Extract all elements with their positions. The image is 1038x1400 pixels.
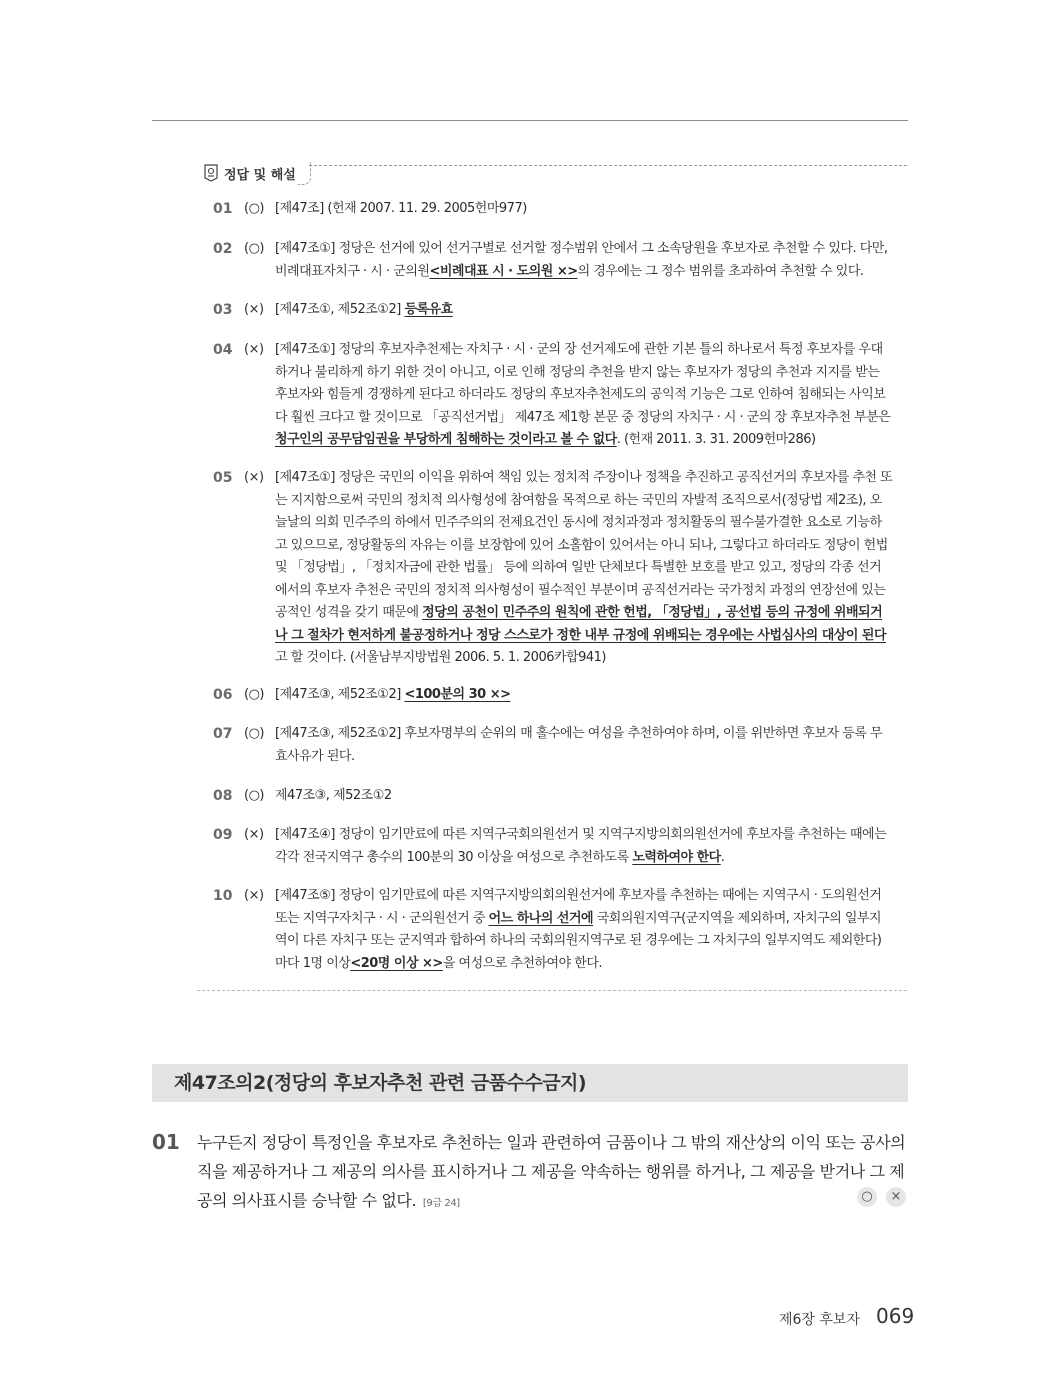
answer-item	[213, 198, 893, 221]
item-mark: (×)	[244, 470, 264, 485]
document-check-icon	[203, 164, 219, 182]
footer-chapter: 제6장 후보자	[779, 1312, 860, 1328]
answer-explanation-box	[197, 158, 907, 991]
exam-tag: [9급 24]	[422, 1198, 460, 1209]
item-mark: (○)	[244, 201, 264, 216]
item-number: 08	[213, 788, 233, 804]
answer-o-button[interactable]: ○	[857, 1187, 877, 1207]
item-text: 제47조③, 제52조①2	[275, 788, 392, 803]
item-mark: (×)	[244, 827, 264, 842]
question-number: 01	[152, 1130, 180, 1154]
item-number: 09	[213, 827, 233, 843]
item-mark: (×)	[244, 888, 264, 903]
item-text: [제47조] (헌재 2007. 11. 29. 2005헌마977)	[275, 201, 527, 216]
answer-header	[203, 160, 311, 186]
item-mark: (○)	[244, 726, 264, 741]
item-text: [제47조①] 정당은 선거에 있어 선거구별로 선거할 정수범위 안에서 그 소속당원을 후보자로 추천할 수 있다. 다만, 비례대표자치구 · 시 · 군의원<비례대표 시 · 도의원 ×>의 경우에는 그 정수 범위를 초과하여 추천할 수 있다.	[275, 241, 888, 279]
item-mark: (×)	[244, 302, 264, 317]
item-number: 02	[213, 241, 233, 257]
item-text: [제47조④] 정당이 임기만료에 따른 지역구국회의원선거 및 지역구지방의회의원선거에 후보자를 추천하는 때에는 각각 전국지역구 총수의 100분의 30 이상을 여성으로 추천하도록 노력하여야 한다.	[275, 827, 887, 865]
item-number: 05	[213, 470, 233, 486]
answer-item	[213, 885, 893, 975]
answer-item	[213, 238, 893, 283]
answer-item	[213, 339, 893, 452]
answer-item	[213, 824, 893, 869]
section-heading-bar	[152, 1064, 908, 1102]
answer-item	[213, 684, 893, 707]
item-mark: (○)	[244, 241, 264, 256]
item-number: 04	[213, 342, 233, 358]
answer-item	[213, 299, 893, 322]
answer-item	[213, 723, 893, 768]
item-text: [제47조①] 정당의 후보자추천제는 자치구 · 시 · 군의 장 선거제도에 관한 기본 틀의 하나로서 특정 후보자를 우대하거나 불리하게 하기 위한 것이 아니고, 이로 인해 정당의 추천을 받지 않는 후보자가 정당의 추천과 지지를 받는 후보자와 힘들게 경쟁하게 된다고 하더라도 정당의 후보자추천제도의 공익적 기능은 그로 인하여 침해되는 사익보다 훨씬 크다고 할 것이므로 「공직선거법」 제47조 제1항 본문 중 정당의 자치구 · 시 · 군의 장 후보자추천 부분은 청구인의 공무담임권을 부당하게 침해하는 것이라고 볼 수 없다. (헌재 2011. 3. 31. 2009헌마286)	[275, 342, 891, 447]
item-mark: (○)	[244, 687, 264, 702]
item-number: 06	[213, 687, 233, 703]
answer-item	[213, 785, 893, 808]
question-text: 누구든지 정당이 특정인을 후보자로 추천하는 일과 관련하여 금품이나 그 밖의 재산상의 이익 또는 공사의 직을 제공하거나 그 제공의 의사를 표시하거나 그 제공을 약속하는 행위를 하거나, 그 제공을 받거나 그 제공의 의사표시를 승낙할 수 없다. [9급 24]	[197, 1133, 906, 1210]
item-mark: (○)	[244, 788, 264, 803]
item-text: [제47조③, 제52조①2] 후보자명부의 순위의 매 홀수에는 여성을 추천하여야 하며, 이를 위반하면 후보자 등록 무효사유가 된다.	[275, 726, 883, 764]
item-text: [제47조③, 제52조①2] <100분의 30 ×>	[275, 687, 511, 702]
answer-header-label: 정답 및 해설	[224, 167, 296, 183]
answer-x-button[interactable]: ×	[886, 1187, 906, 1207]
item-number: 03	[213, 302, 233, 318]
item-number: 10	[213, 888, 233, 904]
item-number: 01	[213, 201, 233, 217]
item-text: [제47조⑤] 정당이 임기만료에 따른 지역구지방의회의원선거에 후보자를 추천하는 때에는 지역구시 · 도의원선거 또는 지역구자치구 · 시 · 군의원선거 중 어느 하나의 선거에 국회의원지역구(군지역을 제외하며, 자치구의 일부지역이 다른 자치구 또는 군지역과 합하여 하나의 국회의원지역구로 된 경우에는 그 자치구의 일부지역도 제외한다)마다 1명 이상<20명 이상 ×>을 여성으로 추천하여야 한다.	[275, 888, 882, 971]
header-dashed-line	[309, 165, 907, 166]
page-number: 069	[876, 1304, 915, 1328]
top-divider	[152, 120, 908, 121]
section-title: 제47조의2(정당의 후보자추천 관련 금품수수금지)	[174, 1072, 587, 1094]
item-text: [제47조①, 제52조①2] 등록유효	[275, 302, 453, 317]
header-tab-edge	[298, 162, 311, 185]
answer-item	[213, 467, 893, 670]
item-text: [제47조①] 정당은 국민의 이익을 위하여 책임 있는 정치적 주장이나 정책을 추진하고 공직선거의 후보자를 추천 또는 지지함으로써 국민의 정치적 의사형성에 참여함을 목적으로 하는 국민의 자발적 조직으로서(정당법 제2조), 오늘날의 의회 민주주의 하에서 민주주의의 전제요건인 동시에 정치과정과 정치활동의 필수불가결한 요소로 기능하고 있으므로, 정당활동의 자유는 이를 보장함에 있어 소홀함이 있어서는 아니 되나, 그렇다고 하더라도 정당이 헌법 및 「정당법」, 「정치자금에 관한 법률」 등에 의하여 일반 단체보다 특별한 보호를 받고 있고, 정당의 각종 선거에서의 후보자 추천은 국민의 정치적 의사형성이 필수적인 부분이며 공직선거라는 국가정치 과정의 연장선에 있는 공적인 성격을 갖기 때문에 정당의 공천이 민주주의 원칙에 관한 헌법, 「정당법」, 공선법 등의 규정에 위배되거나 그 절차가 현저하게 불공정하거나 정당 스스로가 정한 내부 규정에 위배되는 경우에는 사법심사의 대상이 된다고 할 것이다. (서울남부지방법원 2006. 5. 1. 2006카합941)	[275, 470, 893, 665]
item-number: 07	[213, 726, 233, 742]
item-mark: (×)	[244, 342, 264, 357]
